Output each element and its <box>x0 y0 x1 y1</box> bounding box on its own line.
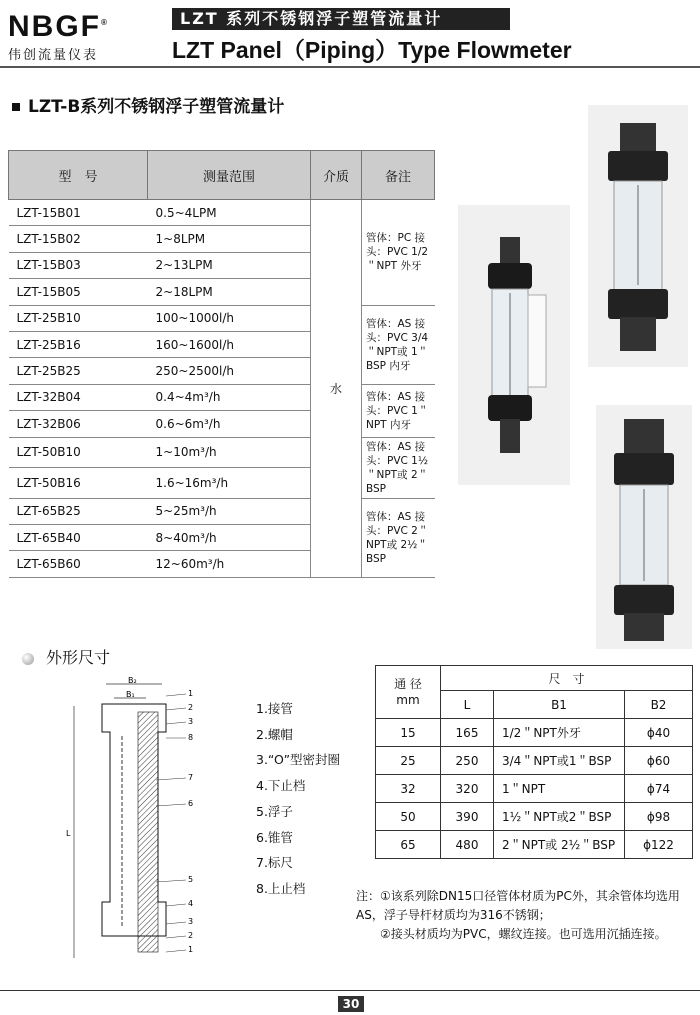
model-cell: LZT-50B16 <box>9 468 148 499</box>
model-cell: LZT-65B60 <box>9 551 148 577</box>
range-cell: 160~1600l/h <box>148 331 311 357</box>
note-cell: 管体：AS 接头：PVC 1½＂NPT或 2＂BSP <box>362 437 435 498</box>
note-cell: 管体：AS 接头：PVC 3/4＂NPT或 1＂BSP 内牙 <box>362 305 435 384</box>
dn-cell: 50 <box>376 803 441 831</box>
model-cell: LZT-15B01 <box>9 200 148 226</box>
note-cell: 管体：PC 接头：PVC 1/2＂NPT 外牙 <box>362 200 435 306</box>
callout: 7 <box>188 773 194 782</box>
l-cell: 390 <box>441 803 494 831</box>
range-cell: 8~40m³/h <box>148 524 311 550</box>
table-row <box>376 831 693 859</box>
b1-cell: 1½＂NPT或2＂BSP <box>494 803 625 831</box>
medium-cell: 水 <box>311 200 362 578</box>
callout: 2 <box>188 703 194 712</box>
b1-label: B₂ <box>128 676 137 685</box>
b2-cell: ϕ122 <box>625 831 693 859</box>
table-row <box>376 775 693 803</box>
model-cell: LZT-32B04 <box>9 384 148 410</box>
page-number: 30 <box>338 996 364 1012</box>
model-cell: LZT-25B10 <box>9 305 148 331</box>
callout: 4 <box>188 899 194 908</box>
model-cell: LZT-50B10 <box>9 437 148 468</box>
range-cell: 0.6~6m³/h <box>148 411 311 437</box>
model-cell: LZT-25B25 <box>9 358 148 384</box>
b1-cell: 1＂NPT <box>494 775 625 803</box>
callout: 1 <box>188 945 194 954</box>
dn-cell: 65 <box>376 831 441 859</box>
note-2: ②接头材质均为PVC，螺纹连接。也可选用沉插连接。 <box>380 927 667 941</box>
parts-list <box>256 696 340 902</box>
dimensions-title <box>22 645 110 668</box>
registered-mark: ® <box>101 18 109 27</box>
table-row <box>9 498 435 524</box>
table-row <box>9 305 435 331</box>
model-cell: LZT-25B16 <box>9 331 148 357</box>
part-item: 1.接管 <box>256 701 293 716</box>
callout: 3 <box>188 717 194 726</box>
brand-logo <box>8 8 158 63</box>
b2-label: B₁ <box>126 690 135 699</box>
part-item: 4.下止档 <box>256 778 306 794</box>
header-title-en: LZT Panel（Piping）Type Flowmeter <box>172 37 572 63</box>
part-item: 2.螺帽 <box>256 726 293 742</box>
b1-cell: 3/4＂NPT或1＂BSP <box>494 747 625 775</box>
callout: 6 <box>188 799 194 808</box>
notes-block <box>356 887 692 944</box>
product-photo-small <box>458 205 570 485</box>
table-row <box>376 747 693 775</box>
b1-cell: 1/2＂NPT外牙 <box>494 719 625 747</box>
header-divider <box>0 66 700 68</box>
l-cell: 320 <box>441 775 494 803</box>
model-cell: LZT-15B03 <box>9 252 148 278</box>
dimensions-title-text: 外形尺寸 <box>46 648 111 667</box>
range-cell: 100~1000l/h <box>148 305 311 331</box>
product-photo-large <box>596 405 692 649</box>
table-row <box>9 200 435 226</box>
table-row <box>9 437 435 468</box>
callout: 3 <box>188 917 194 926</box>
model-cell: LZT-15B05 <box>9 279 148 305</box>
range-cell: 0.5~4LPM <box>148 200 311 226</box>
part-item: 6.锥管 <box>256 829 293 845</box>
spec-header-medium: 介质 <box>311 151 362 200</box>
note-cell: 管体：AS 接头：PVC 1＂NPT 内牙 <box>362 384 435 437</box>
l-cell: 165 <box>441 719 494 747</box>
bullet-ball-icon <box>22 653 34 665</box>
b2-cell: ϕ98 <box>625 803 693 831</box>
footer-divider <box>0 990 700 991</box>
l-cell: 250 <box>441 747 494 775</box>
table-row <box>9 384 435 410</box>
spec-header-model: 型 号 <box>9 151 148 200</box>
range-cell: 12~60m³/h <box>148 551 311 577</box>
callout: 2 <box>188 931 194 940</box>
part-item: 7.标尺 <box>256 855 293 871</box>
model-cell: LZT-15B02 <box>9 226 148 252</box>
range-cell: 2~13LPM <box>148 252 311 278</box>
spec-header-notes: 备注 <box>362 151 435 200</box>
callout: 5 <box>188 875 194 884</box>
l-header: L <box>441 691 494 719</box>
range-cell: 1.6~16m³/h <box>148 468 311 499</box>
spec-table <box>8 150 435 578</box>
l-label: L <box>66 829 71 838</box>
b1-cell: 2＂NPT或 2½＂BSP <box>494 831 625 859</box>
callout: 8 <box>188 733 194 742</box>
range-cell: 1~8LPM <box>148 226 311 252</box>
part-item: 5.浮子 <box>256 803 293 819</box>
callout: 1 <box>188 689 194 698</box>
range-cell: 2~18LPM <box>148 279 311 305</box>
product-photo-medium <box>588 105 688 367</box>
spec-header-range: 测量范围 <box>148 151 311 200</box>
b2-cell: ϕ60 <box>625 747 693 775</box>
dn-cell: 25 <box>376 747 441 775</box>
part-item: 8.上止档 <box>256 880 306 896</box>
l-cell: 480 <box>441 831 494 859</box>
b1-header: B1 <box>494 691 625 719</box>
logo-tagline: 伟创流量仪表 <box>8 48 99 63</box>
b2-header: B2 <box>625 691 693 719</box>
range-cell: 5~25m³/h <box>148 498 311 524</box>
logo-mark: NBGF <box>8 10 101 43</box>
note-cell: 管体：AS 接头：PVC 2＂NPT或 2½＂BSP <box>362 498 435 577</box>
note-1: 注：①该系列除DN15口径管体材质为PC外，其余管体均选用AS，浮子导杆材质均为316不锈钢； <box>356 889 680 922</box>
dn-cell: 15 <box>376 719 441 747</box>
model-cell: LZT-65B25 <box>9 498 148 524</box>
range-cell: 0.4~4m³/h <box>148 384 311 410</box>
dn-cell: 32 <box>376 775 441 803</box>
size-header: 尺 寸 <box>441 666 693 691</box>
range-cell: 1~10m³/h <box>148 437 311 468</box>
range-cell: 250~2500l/h <box>148 358 311 384</box>
b2-cell: ϕ74 <box>625 775 693 803</box>
section-title <box>12 92 284 117</box>
part-item: 3.“O”型密封圈 <box>256 752 341 768</box>
model-cell: LZT-32B06 <box>9 411 148 437</box>
table-row <box>376 803 693 831</box>
dimension-table <box>375 665 693 859</box>
header-title-cn: LZT 系列不锈钢浮子塑管流量计 <box>172 8 510 30</box>
bullet-square-icon <box>12 103 20 111</box>
bore-header: 通 径 mm <box>376 666 441 719</box>
dimension-drawing <box>66 676 216 976</box>
b2-cell: ϕ40 <box>625 719 693 747</box>
table-row <box>376 719 693 747</box>
model-cell: LZT-65B40 <box>9 524 148 550</box>
section-title-text: LZT-B系列不锈钢浮子塑管流量计 <box>28 97 285 117</box>
